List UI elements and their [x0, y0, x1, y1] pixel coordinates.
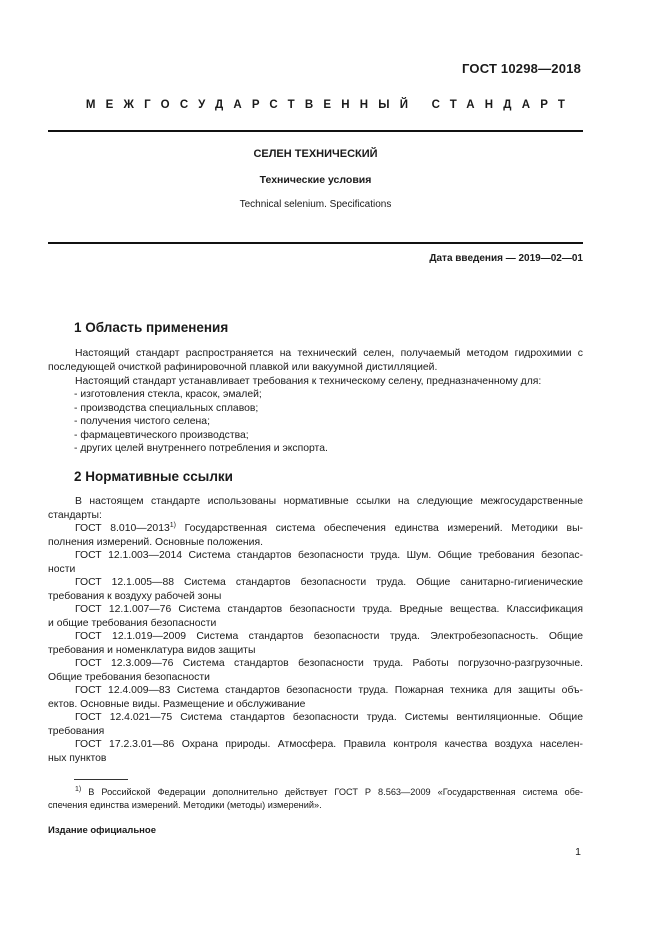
section-1-heading: 1 Область применения	[74, 320, 229, 335]
english-title: Technical selenium. Specifications	[239, 199, 392, 210]
reference-line: требования	[48, 726, 105, 737]
reference-line: Общие требования безопасности	[48, 672, 210, 683]
official-edition-label: Издание официальное	[48, 825, 156, 836]
reference-line: полнения измерений. Основные положения.	[48, 537, 263, 548]
introduction-date: Дата введения — 2019—02—01	[429, 253, 583, 264]
list-item: - производства специальных сплавов;	[74, 403, 259, 414]
reference-line: ГОСТ 12.4.021—75 Система стандартов безопасности труда. Системы вентиляционные. Общие	[75, 712, 583, 723]
section-2-intro-line: стандарты:	[48, 510, 102, 521]
title-rule	[48, 242, 583, 244]
reference-line: ектов. Основные виды. Размещение и обслуживание	[48, 699, 306, 710]
reference-line: ГОСТ 12.3.009—76 Система стандартов безопасности труда. Работы погрузочно-разгрузочные.	[75, 658, 583, 669]
reference-line: ных пунктов	[48, 753, 107, 764]
footnote-divider	[74, 779, 128, 780]
footnote-line: спечения единства измерений. Методики (методы) измерений».	[48, 800, 322, 810]
list-item: - получения чистого селена;	[74, 416, 210, 427]
reference-line: ГОСТ 12.1.005—88 Система стандартов безопасности труда. Общие санитарно-гигиенические	[75, 577, 583, 588]
footnote-mark: 1)	[75, 786, 82, 793]
reference-line: ГОСТ 12.1.007—76 Система стандартов безопасности труда. Вредные вещества. Классификация	[75, 604, 583, 615]
reference-line	[48, 522, 583, 536]
reference-line: ности	[48, 564, 76, 575]
reference-code: ГОСТ 8.010—2013	[75, 523, 170, 534]
section-1-paragraph-line: последующей очисткой рафинировочной плавкой или вакуумной дистилляцией.	[48, 362, 438, 373]
standard-code: ГОСТ 10298—2018	[462, 61, 581, 76]
top-rule	[48, 130, 583, 132]
footnote-text: В Российской Федерации дополнительно действует ГОСТ Р 8.563—2009 «Государственная система обе-	[81, 787, 583, 797]
reference-line: и общие требования безопасности	[48, 618, 217, 629]
reference-line: ГОСТ 12.1.003—2014 Система стандартов безопасности труда. Шум. Общие требования безопас-	[75, 550, 583, 561]
reference-text: Государственная система обеспечения единства измерений. Методики вы-	[176, 523, 583, 534]
reference-line: ГОСТ 12.1.019—2009 Система стандартов безопасности труда. Электробезопасность. Общие	[75, 631, 583, 642]
standard-banner: МЕЖГОСУДАРСТВЕННЫЙ СТАНДАРТ	[85, 99, 576, 111]
document-subtitle: Технические условия	[259, 174, 372, 186]
section-2-intro-line: В настоящем стандарте использованы нормативные ссылки на следующие межгосударственные	[75, 496, 583, 507]
section-1-paragraph-line: Настоящий стандарт устанавливает требования к техническому селену, предназначенному для:	[75, 376, 542, 387]
footnote-line	[48, 786, 583, 798]
reference-line: ГОСТ 17.2.3.01—86 Охрана природы. Атмосфера. Правила контроля качества воздуха населен-	[75, 739, 583, 750]
list-item: - фармацевтического производства;	[74, 430, 249, 441]
reference-line: требования и номенклатура видов защиты	[48, 645, 256, 656]
section-2-heading: 2 Нормативные ссылки	[74, 469, 233, 484]
footnote-ref: 1)	[169, 522, 177, 529]
reference-line: ГОСТ 12.4.009—83 Система стандартов безопасности труда. Пожарная техника для защиты объ-	[75, 685, 583, 696]
page-number: 1	[575, 846, 581, 858]
document-title: СЕЛЕН ТЕХНИЧЕСКИЙ	[253, 148, 378, 160]
list-item: - других целей внутреннего потребления и экспорта.	[74, 443, 328, 454]
reference-line: требования к воздуху рабочей зоны	[48, 591, 222, 602]
list-item: - изготовления стекла, красок, эмалей;	[74, 389, 262, 400]
section-1-paragraph-line: Настоящий стандарт распространяется на технический селен, получаемый методом гидрохимии с	[75, 348, 583, 359]
